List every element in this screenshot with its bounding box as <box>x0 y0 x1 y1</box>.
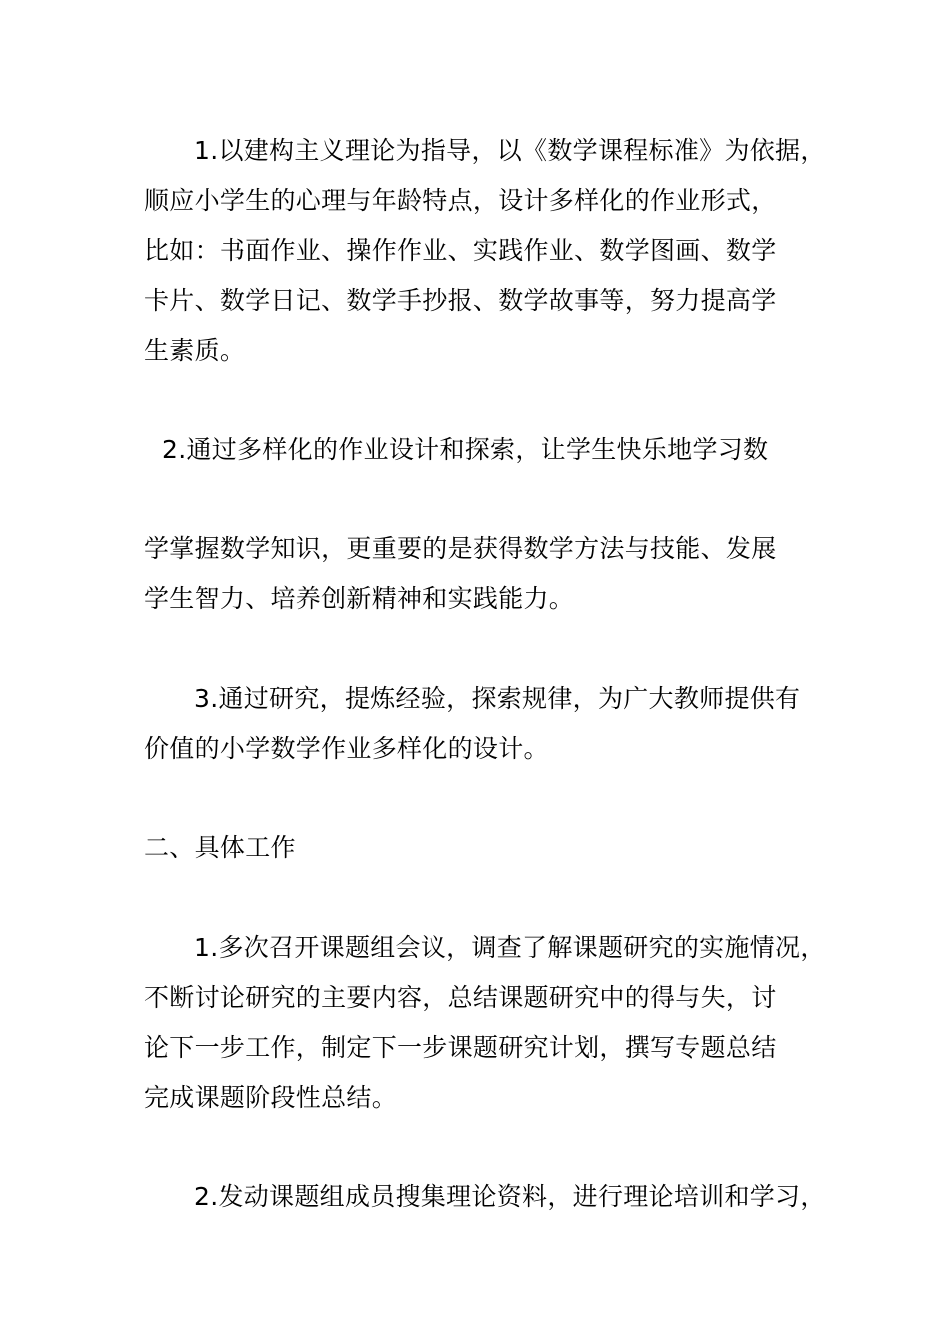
paragraph-6-line-1: 1.多次召开课题组会议，调查了解课题研究的实施情况， <box>194 933 826 962</box>
paragraph-6-line-3: 论下一步工作，制定下一步课题研究计划，撰写专题总结 <box>144 1033 777 1062</box>
paragraph-7-line-1: 2.发动课题组成员搜集理论资料，进行理论培训和学习， <box>194 1182 826 1211</box>
paragraph-1-line-2: 顺应小学生的心理与年龄特点，设计多样化的作业形式， <box>144 186 777 215</box>
paragraph-1-line-4: 卡片、数学日记、数学手抄报、数学故事等，努力提高学 <box>144 286 777 315</box>
paragraph-1-line-3: 比如：书面作业、操作作业、实践作业、数学图画、数学 <box>144 236 777 265</box>
paragraph-4-line-2: 价值的小学数学作业多样化的设计。 <box>144 734 549 763</box>
paragraph-3-line-2: 学生智力、培养创新精神和实践能力。 <box>144 584 575 613</box>
paragraph-4-line-1: 3.通过研究，提炼经验，探索规律，为广大教师提供有 <box>194 684 801 713</box>
section-heading: 二、具体工作 <box>144 833 296 862</box>
paragraph-1-line-5: 生素质。 <box>144 336 246 365</box>
paragraph-6-line-2: 不断讨论研究的主要内容，总结课题研究中的得与失，讨 <box>144 983 777 1012</box>
paragraph-3-line-1: 学掌握数学知识，更重要的是获得数学方法与技能、发展 <box>144 534 777 563</box>
paragraph-6-line-4: 完成课题阶段性总结。 <box>144 1083 398 1112</box>
paragraph-2-line-1: 2.通过多样化的作业设计和探索，让学生快乐地学习数 <box>162 435 769 464</box>
paragraph-1-line-1: 1.以建构主义理论为指导，以《数学课程标准》为依据， <box>194 136 826 165</box>
